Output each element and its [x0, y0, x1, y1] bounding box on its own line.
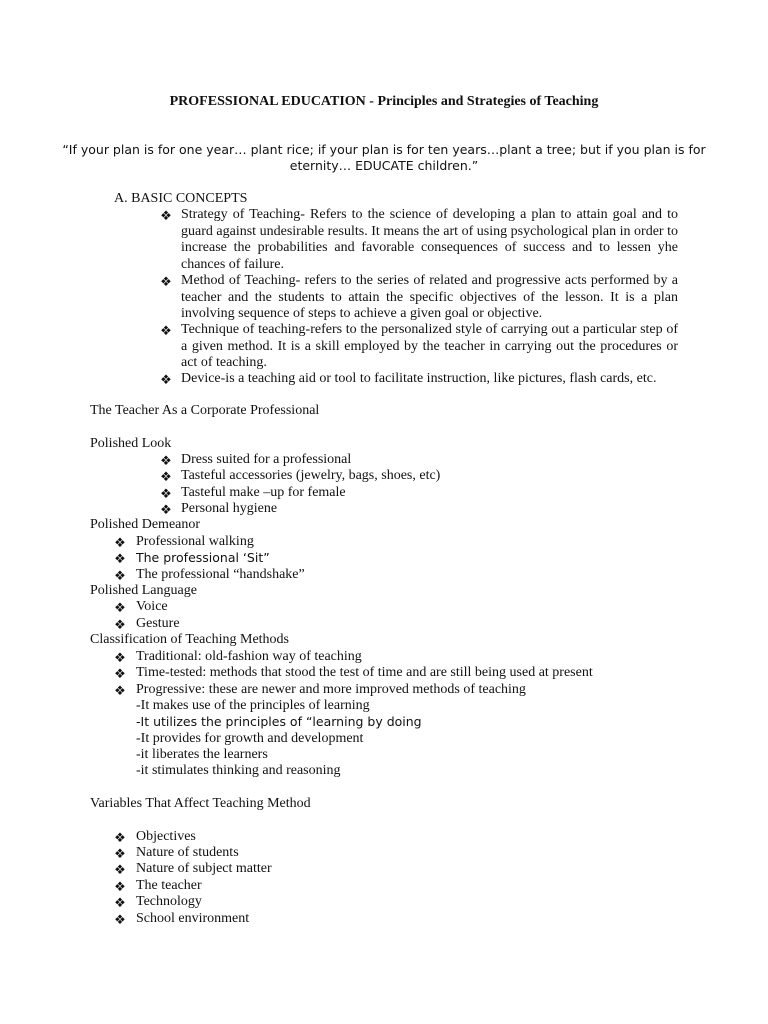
- bullet-icon: ❖: [114, 666, 126, 681]
- list-item: Time-tested: methods that stood the test of time and are still being used at present: [136, 665, 593, 680]
- bullet-icon: ❖: [114, 600, 126, 615]
- bullet-icon: ❖: [114, 683, 126, 698]
- polished-language-heading: Polished Language: [90, 583, 197, 598]
- list-item: School environment: [136, 911, 250, 926]
- list-item: Technology: [136, 894, 202, 909]
- sub-item: -It makes use of the principles of learning: [136, 698, 370, 713]
- bullet-icon: ❖: [160, 208, 172, 223]
- list-item: Traditional: old-fashion way of teaching: [136, 649, 362, 664]
- sub-item: -it stimulates thinking and reasoning: [136, 763, 341, 778]
- list-item: The teacher: [136, 878, 202, 893]
- concept-method: Method of Teaching- refers to the series of related and progressive acts performed by a teacher and the students to attain the specific objectives of the lesson. It is a plan involving sequence of steps to achieve a given goal or objective.: [181, 273, 678, 321]
- polished-look-heading: Polished Look: [90, 436, 172, 451]
- list-item: Nature of students: [136, 845, 239, 860]
- concept-device: Device-is a teaching aid or tool to facilitate instruction, like pictures, flash cards, etc.: [181, 371, 657, 386]
- list-item: Professional walking: [136, 534, 254, 549]
- page-title: PROFESSIONAL EDUCATION - Principles and Strategies of Teaching: [169, 94, 599, 109]
- bullet-icon: ❖: [114, 568, 126, 583]
- list-item: Objectives: [136, 829, 196, 844]
- sub-item: -It utilizes the principles of “learning by doing: [136, 714, 422, 729]
- list-item: The professional “handshake”: [136, 567, 305, 582]
- list-item: Gesture: [136, 616, 180, 631]
- corporate-heading: The Teacher As a Corporate Professional: [90, 403, 320, 418]
- list-item: Tasteful accessories (jewelry, bags, shoes, etc): [181, 468, 441, 483]
- quote-line-1: “If your plan is for one year… plant rice; if your plan is for ten years…plant a tree; but if you plan is for: [62, 142, 706, 157]
- bullet-icon: ❖: [114, 912, 126, 927]
- list-item: Nature of subject matter: [136, 861, 272, 876]
- list-item: Progressive: these are newer and more improved methods of teaching: [136, 682, 526, 697]
- concept-technique: Technique of teaching-refers to the personalized style of carrying out a particular step of a given method. It is a skill employed by the teacher in carrying out the procedures or act of teaching.: [181, 322, 678, 370]
- list-item: The professional ‘Sit”: [136, 550, 270, 565]
- bullet-icon: ❖: [114, 862, 126, 877]
- bullet-icon: ❖: [114, 895, 126, 910]
- sub-item: -It provides for growth and development: [136, 731, 364, 746]
- polished-demeanor-heading: Polished Demeanor: [90, 517, 201, 532]
- bullet-icon: ❖: [160, 372, 172, 387]
- bullet-icon: ❖: [114, 535, 126, 550]
- bullet-icon: ❖: [114, 879, 126, 894]
- sub-item: -it liberates the learners: [136, 747, 268, 762]
- bullet-icon: ❖: [114, 551, 126, 566]
- list-item: Personal hygiene: [181, 501, 278, 516]
- bullet-icon: ❖: [160, 323, 172, 338]
- concept-strategy: Strategy of Teaching- Refers to the science of developing a plan to attain goal and to guard against undesirable results. It means the art of using psychological plan in order to increase the probabilities and favorable consequences of success and to lessen yhe chances of failure.: [181, 207, 678, 272]
- bullet-icon: ❖: [114, 650, 126, 665]
- bullet-icon: ❖: [160, 469, 172, 484]
- bullet-icon: ❖: [160, 453, 172, 468]
- bullet-icon: ❖: [114, 830, 126, 845]
- bullet-icon: ❖: [160, 486, 172, 501]
- list-item: Dress suited for a professional: [181, 452, 352, 467]
- bullet-icon: ❖: [114, 846, 126, 861]
- quote-line-2: eternity… EDUCATE children.”: [289, 158, 479, 173]
- variables-heading: Variables That Affect Teaching Method: [90, 796, 311, 811]
- classification-heading: Classification of Teaching Methods: [90, 632, 290, 647]
- bullet-icon: ❖: [160, 274, 172, 289]
- list-item: Tasteful make –up for female: [181, 485, 346, 500]
- basic-concepts-heading: A. BASIC CONCEPTS: [114, 191, 248, 206]
- bullet-icon: ❖: [114, 617, 126, 632]
- list-item: Voice: [136, 599, 168, 614]
- bullet-icon: ❖: [160, 502, 172, 517]
